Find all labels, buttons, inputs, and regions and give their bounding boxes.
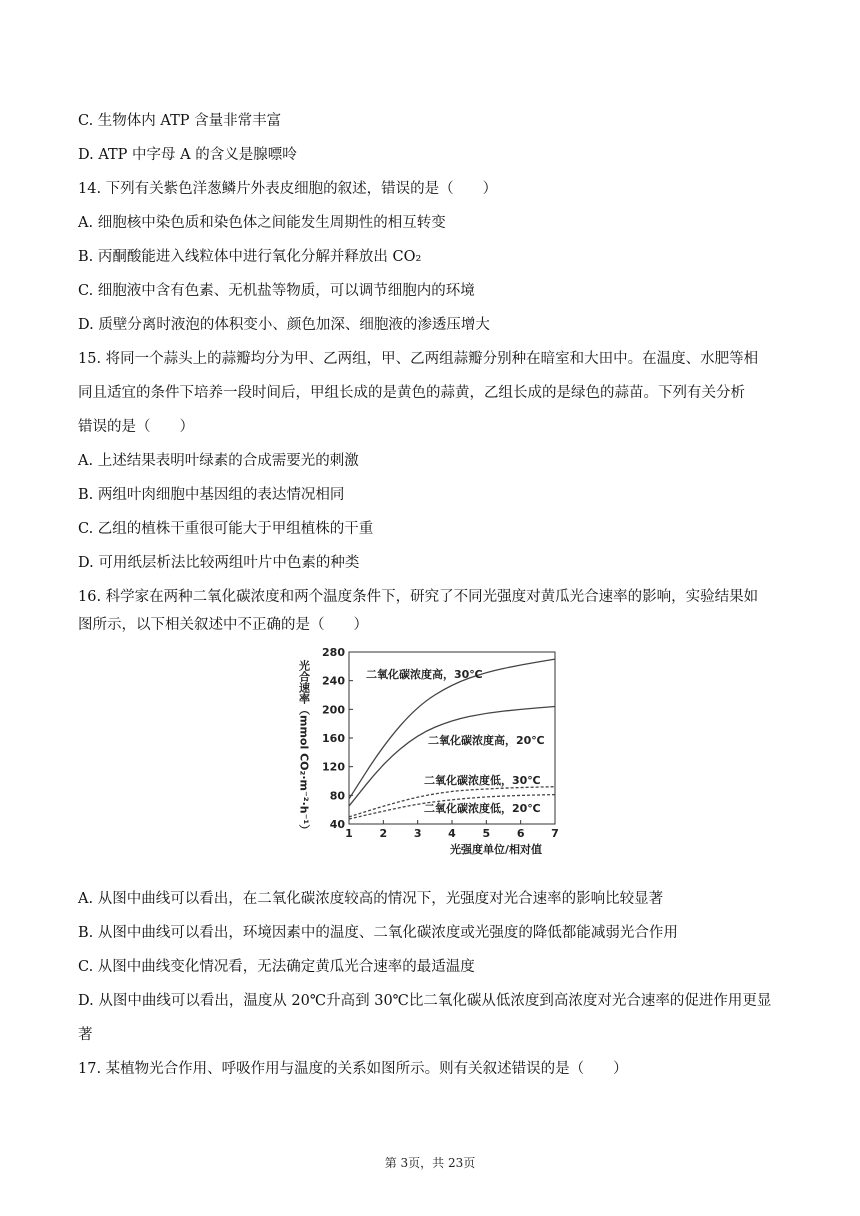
series-label-3: 二氧化碳浓度低，30℃ [424, 774, 541, 787]
y-axis-label: 光合速率（mmol CO₂·m⁻²·h⁻¹） [297, 660, 311, 836]
y-tick-label: 80 [329, 789, 345, 803]
text-line: A. 细胞核中染色质和染色体之间能发生周期性的相互转变 [78, 215, 446, 231]
question-16-stem: 16. 科学家在两种二氧化碳浓度和两个温度条件下，研究了不同光强度对黄瓜光合速率的影响，实验结果如 [78, 589, 759, 605]
text-line: C. 从图中曲线变化情况看，无法确定黄瓜光合速率的最适温度 [78, 959, 475, 975]
y-tick-label: 160 [322, 732, 345, 745]
y-tick-label: 40 [329, 818, 345, 831]
question-14-stem: 14. 下列有关紫色洋葱鳞片外表皮细胞的叙述，错误的是（ ） [78, 181, 498, 197]
text-line: B. 两组叶肉细胞中基因组的表达情况相同 [78, 487, 345, 503]
question-15-stem: 15. 将同一个蒜头上的蒜瓣均分为甲、乙两组，甲、乙两组蒜瓣分别种在暗室和大田中。在温度、水肥等相 [78, 351, 759, 367]
photosynthesis-chart [292, 642, 572, 862]
text-line: C. 生物体内 ATP 含量非常丰富 [78, 113, 282, 129]
text-line: 著 [78, 1027, 93, 1043]
text-line: A. 上述结果表明叶绿素的合成需要光的刺激 [78, 453, 359, 469]
text-line: 图所示，以下相关叙述中不正确的是（ ） [78, 617, 368, 633]
text-line: D. 质壁分离时液泡的体积变小、颜色加深、细胞液的渗透压增大 [78, 317, 490, 333]
y-tick-label: 120 [322, 760, 345, 774]
text-line: C. 细胞液中含有色素、无机盐等物质，可以调节细胞内的环境 [78, 283, 475, 299]
y-tick-label: 240 [322, 674, 345, 688]
x-tick-label: 1 [345, 827, 353, 840]
text-line: D. 可用纸层析法比较两组叶片中色素的种类 [78, 555, 360, 571]
text-line: D. ATP 中字母 A 的含义是腺嘌呤 [78, 147, 297, 163]
x-tick-label: 5 [482, 827, 491, 840]
text-line: D. 从图中曲线可以看出，温度从 20℃升高到 30℃比二氧化碳从低浓度到高浓度对光合速率的促进作用更显 [78, 993, 772, 1009]
x-tick-label: 3 [413, 827, 422, 840]
question-17-stem: 17. 某植物光合作用、呼吸作用与温度的关系如图所示。则有关叙述错误的是（ ） [78, 1061, 628, 1077]
text-line: A. 从图中曲线可以看出，在二氧化碳浓度较高的情况下，光强度对光合速率的影响比较显著 [78, 891, 664, 907]
text-line: 错误的是（ ） [78, 419, 194, 435]
x-tick-label: 4 [448, 827, 456, 840]
x-tick-label: 7 [551, 827, 559, 840]
series-label-1: 二氧化碳浓度高，30℃ [366, 668, 483, 681]
text-line: B. 丙酮酸能进入线粒体中进行氧化分解并释放出 CO₂ [78, 249, 422, 265]
x-axis-label: 光强度单位/相对值 [450, 843, 543, 856]
series-label-2: 二氧化碳浓度高，20℃ [428, 734, 545, 747]
y-tick-label: 200 [322, 703, 345, 717]
text-line: 同且适宜的条件下培养一段时间后，甲组长成的是黄色的蒜黄，乙组长成的是绿色的蒜苗。下列有关分析 [78, 385, 745, 401]
text-line: B. 从图中曲线可以看出，环境因素中的温度、二氧化碳浓度或光强度的降低都能减弱光合作用 [78, 925, 678, 941]
series-label-4: 二氧化碳浓度低，20℃ [424, 802, 541, 815]
x-tick-label: 6 [516, 827, 525, 840]
x-tick-label: 2 [379, 827, 388, 840]
y-tick-label: 280 [322, 646, 345, 659]
page-footer: 第 3页，共 23页 [384, 1156, 476, 1170]
text-line: C. 乙组的植株干重很可能大于甲组植株的干重 [78, 521, 374, 537]
chart-svg [292, 642, 572, 862]
